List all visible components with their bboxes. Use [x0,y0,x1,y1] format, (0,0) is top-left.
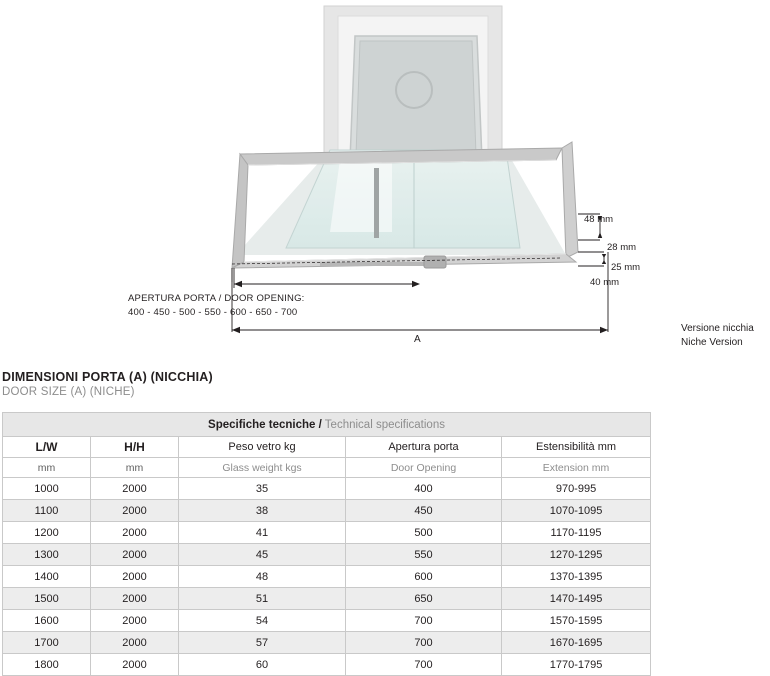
table-band-header-it: Specifiche tecniche / [208,418,322,431]
header-extension [502,437,651,458]
cell-door-opening: 550 [346,544,502,566]
table-row [3,544,651,566]
door-opening-note-values: 400 - 450 - 500 - 550 - 600 - 650 - 700 [128,306,298,318]
cell-glass-weight: 60 [179,654,346,676]
cell-extension: 970-995 [502,478,651,500]
table-row [3,588,651,610]
cell-glass-weight: 57 [179,632,346,654]
cell-extension: 1670-1695 [502,632,651,654]
header-hh [91,437,179,458]
width-dimension-label: A [414,334,421,345]
unit-hh: mm [91,458,179,478]
cell-glass-weight: 48 [179,566,346,588]
cell-hh: 2000 [91,522,179,544]
cell-hh: 2000 [91,566,179,588]
cell-extension: 1270-1295 [502,544,651,566]
cell-hh: 2000 [91,588,179,610]
dimension-25mm: 25 mm [611,262,641,273]
cell-glass-weight: 41 [179,522,346,544]
cell-lw: 1100 [3,500,91,522]
header-hh-label: H/H [124,440,145,454]
cell-glass-weight: 35 [179,478,346,500]
table-header-row-en [3,458,651,478]
table-row [3,632,651,654]
version-note [681,322,754,350]
header-lw-label: L/W [35,440,58,454]
cell-extension: 1570-1595 [502,610,651,632]
cell-hh: 2000 [91,654,179,676]
unit-extension: Extension mm [502,458,651,478]
table-row [3,522,651,544]
page-subtitle: DOOR SIZE (A) (NICHE) [2,386,135,398]
version-note-it: Versione nicchia [681,323,754,334]
table-row [3,654,651,676]
table-band-header-en: Technical specifications [321,418,445,431]
dimension-28mm: 28 mm [607,242,637,253]
cell-door-opening: 700 [346,610,502,632]
cell-hh: 2000 [91,500,179,522]
header-glass-weight [179,437,346,458]
cell-lw: 1500 [3,588,91,610]
cell-extension: 1770-1795 [502,654,651,676]
header-lw [3,437,91,458]
cell-door-opening: 450 [346,500,502,522]
table-row [3,610,651,632]
cell-hh: 2000 [91,478,179,500]
cell-extension: 1170-1195 [502,522,651,544]
cell-glass-weight: 38 [179,500,346,522]
cell-glass-weight: 54 [179,610,346,632]
inner-door-panel [350,36,482,160]
cell-hh: 2000 [91,610,179,632]
dimension-48mm: 48 mm [584,214,614,225]
cell-glass-weight: 45 [179,544,346,566]
cell-lw: 1700 [3,632,91,654]
cell-door-opening: 700 [346,654,502,676]
cell-lw: 1400 [3,566,91,588]
door-opening-note [128,292,305,320]
table-header-row-it [3,437,651,458]
header-extension-label: Estensibilità mm [535,441,617,453]
cell-lw: 1000 [3,478,91,500]
dimension-40mm: 40 mm [590,277,620,288]
table-row [3,500,651,522]
cell-lw: 1600 [3,610,91,632]
cell-extension: 1370-1395 [502,566,651,588]
header-glass-weight-label: Peso vetro kg [228,441,296,453]
table-row [3,566,651,588]
cell-lw: 1300 [3,544,91,566]
version-note-en: Niche Version [681,337,743,348]
table-row [3,478,651,500]
table-band-header-cell [3,413,651,437]
cell-extension: 1070-1095 [502,500,651,522]
cell-extension: 1470-1495 [502,588,651,610]
cell-door-opening: 600 [346,566,502,588]
unit-door-opening: Door Opening [346,458,502,478]
cell-door-opening: 400 [346,478,502,500]
cell-hh: 2000 [91,632,179,654]
door-opening-note-title: APERTURA PORTA / DOOR OPENING: [128,293,305,304]
technical-specifications-table [2,412,651,676]
cell-door-opening: 500 [346,522,502,544]
cell-lw: 1800 [3,654,91,676]
cell-lw: 1200 [3,522,91,544]
section-titles [2,370,502,398]
cell-door-opening: 700 [346,632,502,654]
unit-glass-weight: Glass weight kgs [179,458,346,478]
page-title: DIMENSIONI PORTA (A) (NICCHIA) [2,370,213,384]
header-door-opening [346,437,502,458]
cell-glass-weight: 51 [179,588,346,610]
header-door-opening-label: Apertura porta [388,441,459,453]
table-band-header [3,413,651,437]
cell-hh: 2000 [91,544,179,566]
cell-door-opening: 650 [346,588,502,610]
unit-lw: mm [3,458,91,478]
